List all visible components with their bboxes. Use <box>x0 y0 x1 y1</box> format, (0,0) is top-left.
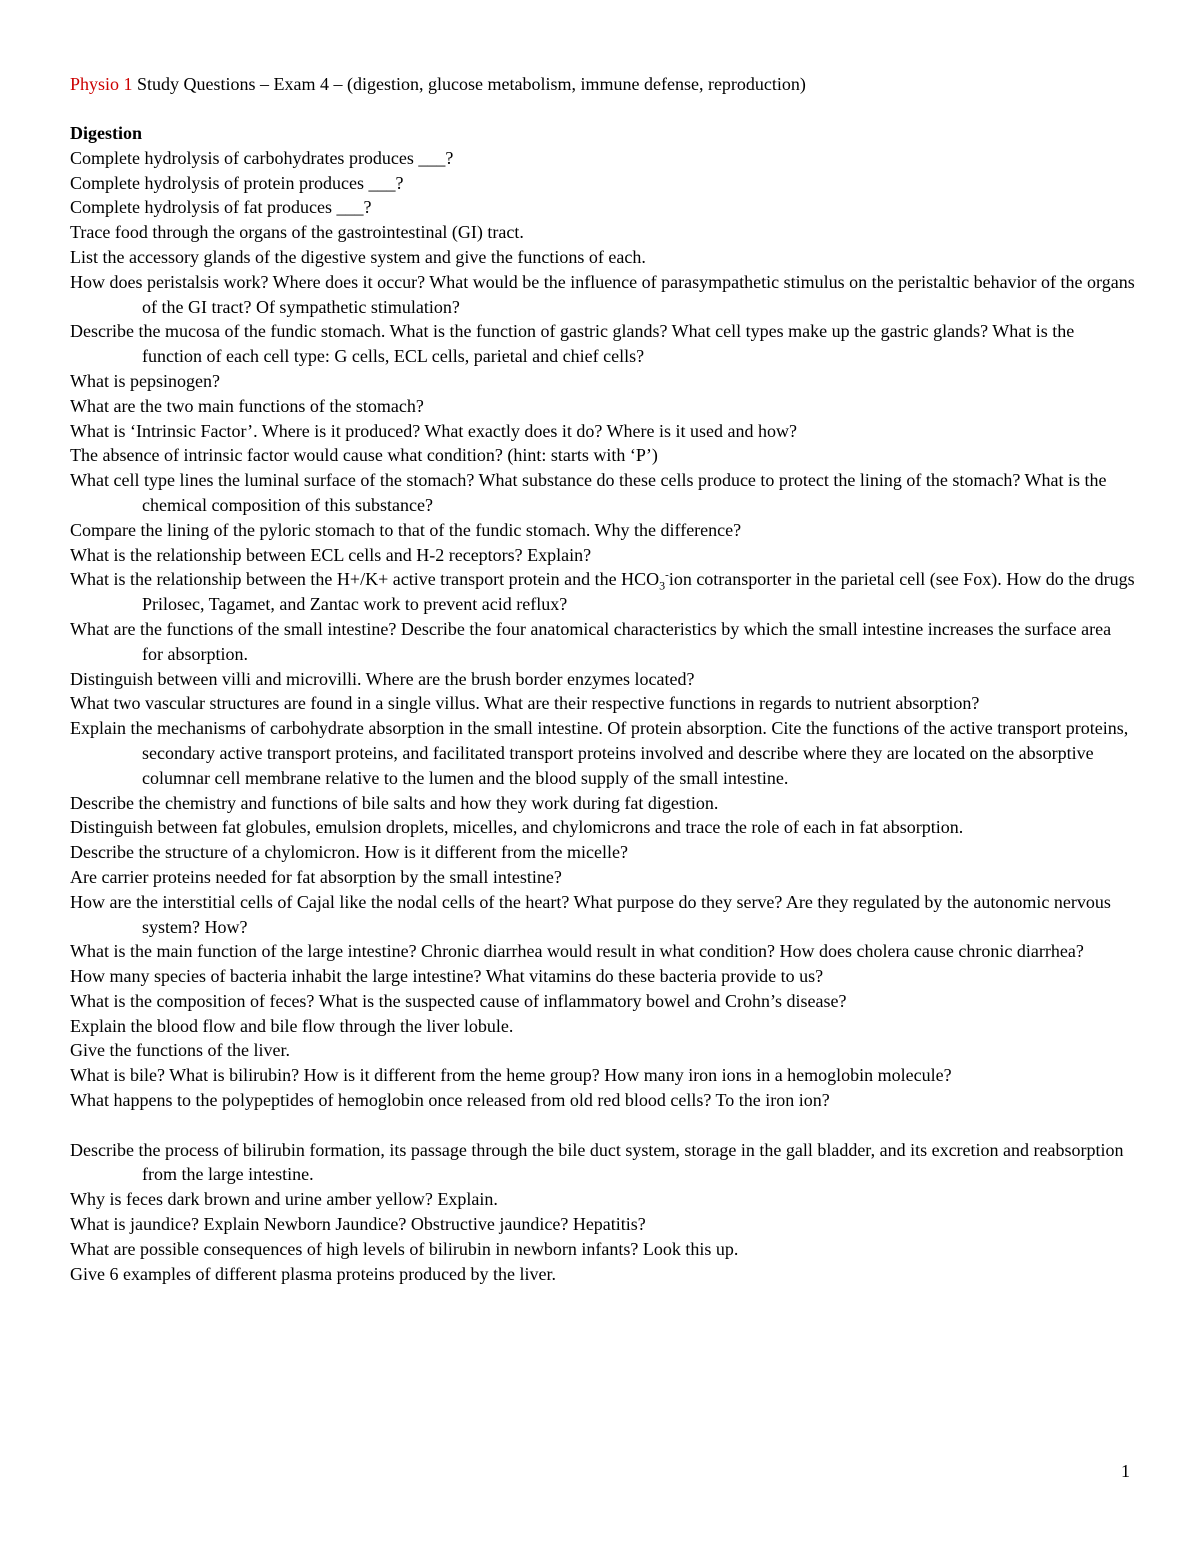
question: What is jaundice? Explain Newborn Jaundice? Obstructive jaundice? Hepatitis? <box>70 1214 646 1235</box>
question: How are the interstitial cells of Cajal like the nodal cells of the heart? What purpose do they serve? Are they regulated by the autonomic nervous system? How? <box>70 891 1111 937</box>
page-title <box>70 72 806 97</box>
blank-line <box>70 1113 1135 1138</box>
superscript: - <box>665 569 669 582</box>
question: Complete hydrolysis of fat produces ___? <box>70 197 372 218</box>
question: Distinguish between fat globules, emulsion droplets, micelles, and chylomicrons and trace the role of each in fat absorption. <box>70 817 964 838</box>
question: What is ‘Intrinsic Factor’. Where is it produced? What exactly does it do? Where is it used and how? <box>70 420 797 441</box>
question: Complete hydrolysis of protein produces ___? <box>70 172 404 193</box>
question: Give 6 examples of different plasma proteins produced by the liver. <box>70 1263 557 1284</box>
question: Explain the blood flow and bile flow through the liver lobule. <box>70 1015 514 1036</box>
question: List the accessory glands of the digestive system and give the functions of each. <box>70 246 646 267</box>
section-heading-digestion: Digestion <box>70 123 142 143</box>
question: Compare the lining of the pyloric stomach to that of the fundic stomach. Why the difference? <box>70 519 742 540</box>
question-text: What is the relationship between the H+/K+ active transport protein and the HCO <box>70 569 660 590</box>
question: What cell type lines the luminal surface of the stomach? What substance do these cells produce to protect the lining of the stomach? What is the chemical composition of this substance? <box>70 470 1107 515</box>
course-name: Physio 1 <box>70 74 133 94</box>
question: Trace food through the organs of the gastrointestinal (GI) tract. <box>70 222 524 243</box>
question: What are the functions of the small intestine? Describe the four anatomical characteristics by which the small intestine increases the surface area for absorption. <box>70 618 1112 664</box>
question: Describe the mucosa of the fundic stomach. What is the function of gastric glands? What cell types make up the gastric glands? What is the function of each cell type: G cells, ECL cells, parietal and chief cells? <box>70 321 1075 367</box>
question: Give the functions of the liver. <box>70 1040 290 1061</box>
question: Describe the chemistry and functions of bile salts and how they work during fat digestion. <box>70 792 719 813</box>
title-rest: Study Questions – Exam 4 – (digestion, glucose metabolism, immune defense, reproduction) <box>132 74 806 94</box>
document-body <box>70 121 1135 1286</box>
page-number: 1 <box>1121 1461 1130 1481</box>
question: How many species of bacteria inhabit the large intestine? What vitamins do these bacteria provide to us? <box>70 966 824 987</box>
subscript: 3 <box>659 578 666 593</box>
question-bicarbonate <box>70 567 1135 617</box>
question: What is the main function of the large intestine? Chronic diarrhea would result in what condition? How does cholera cause chronic diarrhea? <box>70 941 1084 962</box>
question: How does peristalsis work? Where does it occur? What would be the influence of parasympathetic stimulus on the peristaltic behavior of the organs of the GI tract? Of sympathetic stimulation? <box>70 271 1135 317</box>
question: Explain the mechanisms of carbohydrate absorption in the small intestine. Of protein absorption. Cite the functions of the active transport proteins, secondary active transport proteins, and facilitated transport proteins involved and describe where they are located on the absorptive columnar cell membrane relative to the lumen and the blood supply of the small intestine. <box>70 718 1129 788</box>
question: What is pepsinogen? <box>70 370 220 391</box>
question: What are possible consequences of high levels of bilirubin in newborn infants? Look this up. <box>70 1238 739 1259</box>
question: Why is feces dark brown and urine amber yellow? Explain. <box>70 1189 498 1210</box>
question: What happens to the polypeptides of hemoglobin once released from old red blood cells? To the iron ion? <box>70 1090 830 1111</box>
question: What is the relationship between ECL cells and H-2 receptors? Explain? <box>70 544 592 565</box>
question: What is bile? What is bilirubin? How is it different from the heme group? How many iron ions in a hemoglobin molecule? <box>70 1065 952 1086</box>
question: The absence of intrinsic factor would cause what condition? (hint: starts with ‘P’) <box>70 445 658 466</box>
question: What is the composition of feces? What is the suspected cause of inflammatory bowel and Crohn’s disease? <box>70 990 847 1011</box>
question: Are carrier proteins needed for fat absorption by the small intestine? <box>70 866 562 887</box>
question: Describe the process of bilirubin formation, its passage through the bile duct system, storage in the gall bladder, and its excretion and reabsorption from the large intestine. <box>70 1139 1124 1185</box>
question: Complete hydrolysis of carbohydrates produces ___? <box>70 147 454 168</box>
question: What are the two main functions of the stomach? <box>70 395 424 416</box>
question: What two vascular structures are found in a single villus. What are their respective functions in regards to nutrient absorption? <box>70 693 980 714</box>
question: Distinguish between villi and microvilli. Where are the brush border enzymes located? <box>70 668 695 689</box>
question: Describe the structure of a chylomicron. How is it different from the micelle? <box>70 842 628 863</box>
question-text: ion cotransporter in the parietal cell (see Fox). How do the drugs Prilosec, Tagamet, and Zantac work to prevent acid reflux? <box>142 569 1135 615</box>
